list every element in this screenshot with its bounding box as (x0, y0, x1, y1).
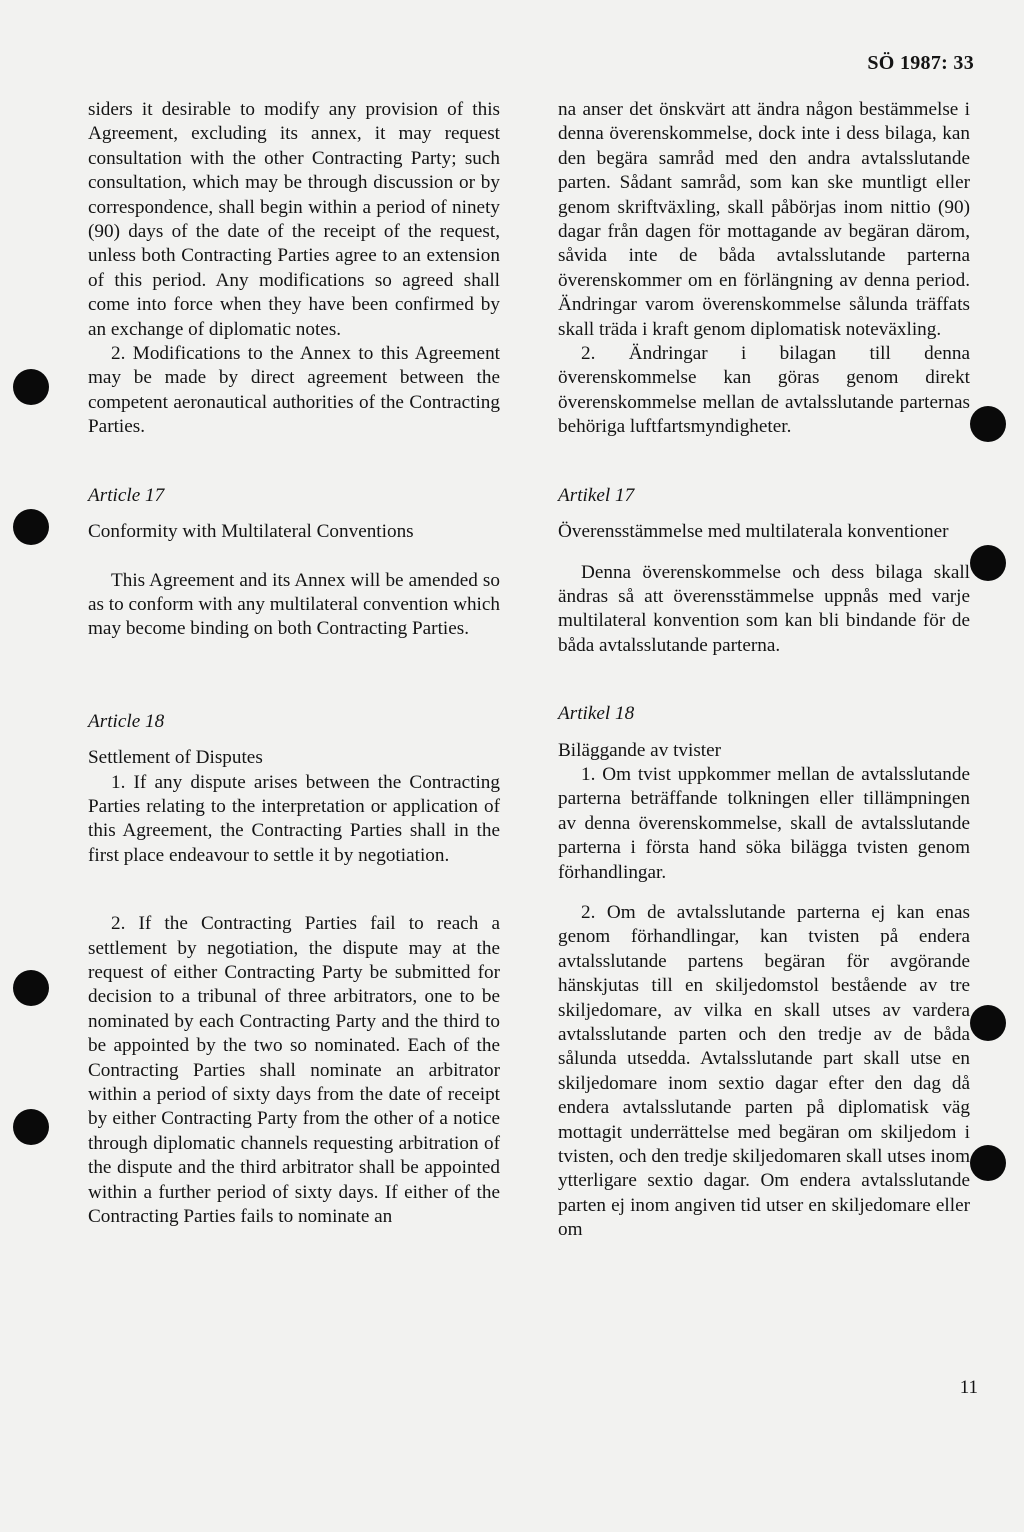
document-reference: SÖ 1987: 33 (867, 52, 974, 74)
english-column (88, 98, 500, 1229)
punch-hole (13, 1109, 49, 1145)
article-17-paragraph: Denna överenskommelse och dess bilaga skall ändras så att överensstämmelse uppnås med varje multilateral konvention som kan bli bindande för de båda avtalsslutande parterna. (558, 561, 970, 656)
punch-hole (970, 406, 1006, 442)
article-18-title: Settlement of Disputes (88, 747, 263, 769)
page-number: 11 (959, 1377, 978, 1398)
article-18-paragraph-1: 1. Om tvist uppkommer mellan de avtalsslutande parterna beträffande tolkningen eller tillämpningen av denna överenskommelse, skall de avtalsslutande parterna i första hand söka bilägga tvisten genom förhandlingar. (558, 763, 970, 883)
article-18-paragraph-2: 2. If the Contracting Parties fail to reach a settlement by negotiation, the dispute may at the request of either Contracting Party be submitted for decision to a tribunal of three arbitrators, one to be nominated by each Contracting Party and the third to be appointed by the two so nominated. Each of the Contracting Parties shall nominate an arbitrator within a period of sixty days from the date of receipt by either Contracting Party from the other of a notice through diplomatic channels requesting arbitration of the dispute and the third arbitrator shall be appointed within a further period of sixty days. If either of the Contracting Parties fails to nominate an (88, 913, 500, 1228)
swedish-column (558, 98, 970, 1243)
article-17-title: Överensstämmelse med multilaterala konventioner (558, 521, 949, 543)
paragraph-continuation: na anser det önskvärt att ändra någon bestämmelse i denna överenskommelse, dock inte i dess bilaga, kan den begära samråd med den andra avtalsslutande parten. Sådant samråd, som kan ske muntligt eller genom skriftväxling, skall påbörjas inom nittio (90) dagar från dagen för mottagande av begäran därom, såvida inte de båda avtalsslutande parterna överenskommer om en förlängning av denna period. Ändringar varom överenskommelse sålunda träffats skall träda i kraft genom diplomatisk noteväxling. (558, 99, 970, 340)
article-18-label: Article 18 (88, 710, 165, 732)
article-17-title: Conformity with Multilateral Conventions (88, 521, 414, 543)
paragraph-continuation: siders it desirable to modify any provision of this Agreement, excluding its annex, it may request consultation with the other Contracting Party; such consultation, which may be through discussion or by correspondence, shall begin within a period of ninety (90) days of the date of the receipt of the request, unless both Contracting Parties agree to an extension of this period. Any modifications so agreed shall come into force when they have been confirmed by an exchange of diplomatic notes. (88, 99, 500, 340)
punch-hole (970, 545, 1006, 581)
punch-hole (970, 1005, 1006, 1041)
punch-hole (970, 1145, 1006, 1181)
paragraph-modifications-annex: 2. Ändringar i bilagan till denna överenskommelse kan göras genom direkt överenskommelse mellan de avtalsslutande parternas behöriga luftfartsmyndigheter. (558, 343, 970, 438)
article-17-paragraph: This Agreement and its Annex will be amended so as to conform with any multilateral convention which may become binding on both Contracting Parties. (88, 569, 500, 640)
punch-hole (13, 970, 49, 1006)
punch-hole (13, 509, 49, 545)
article-18-paragraph-2: 2. Om de avtalsslutande parterna ej kan enas genom förhandlingar, kan tvisten på endera avtalsslutande partens begäran för avgörande hänskjutas till en skiljedomstol bestående av tre skiljedomare, av vilka en skall utses av vardera avtalsslutande parten och den tredje av de båda sålunda utsedda. Avtalsslutande part skall utse en skiljedomare inom sextio dagar efter den dag då endera avtalsslutande parten på diplomatisk väg mottagit underrättelse med begäran om skiljedom i tvisten, och den tredje skiljedomaren skall utses inom ytterligare sextio dagar. Om endera avtalsslutande parten ej inom angiven tid utser en skiljedomare eller om (558, 901, 970, 1241)
article-18-label: Artikel 18 (558, 703, 635, 725)
article-17-label: Article 17 (88, 484, 165, 506)
article-17-label: Artikel 17 (558, 484, 635, 506)
paragraph-modifications-annex: 2. Modifications to the Annex to this Agreement may be made by direct agreement between the competent aeronautical authorities of the Contracting Parties. (88, 343, 500, 438)
article-18-paragraph-1: 1. If any dispute arises between the Contracting Parties relating to the interpretation or application of this Agreement, the Contracting Parties shall in the first place endeavour to settle it by negotiation. (88, 771, 500, 866)
punch-hole (13, 369, 49, 405)
article-18-title: Biläggande av tvister (558, 739, 722, 761)
